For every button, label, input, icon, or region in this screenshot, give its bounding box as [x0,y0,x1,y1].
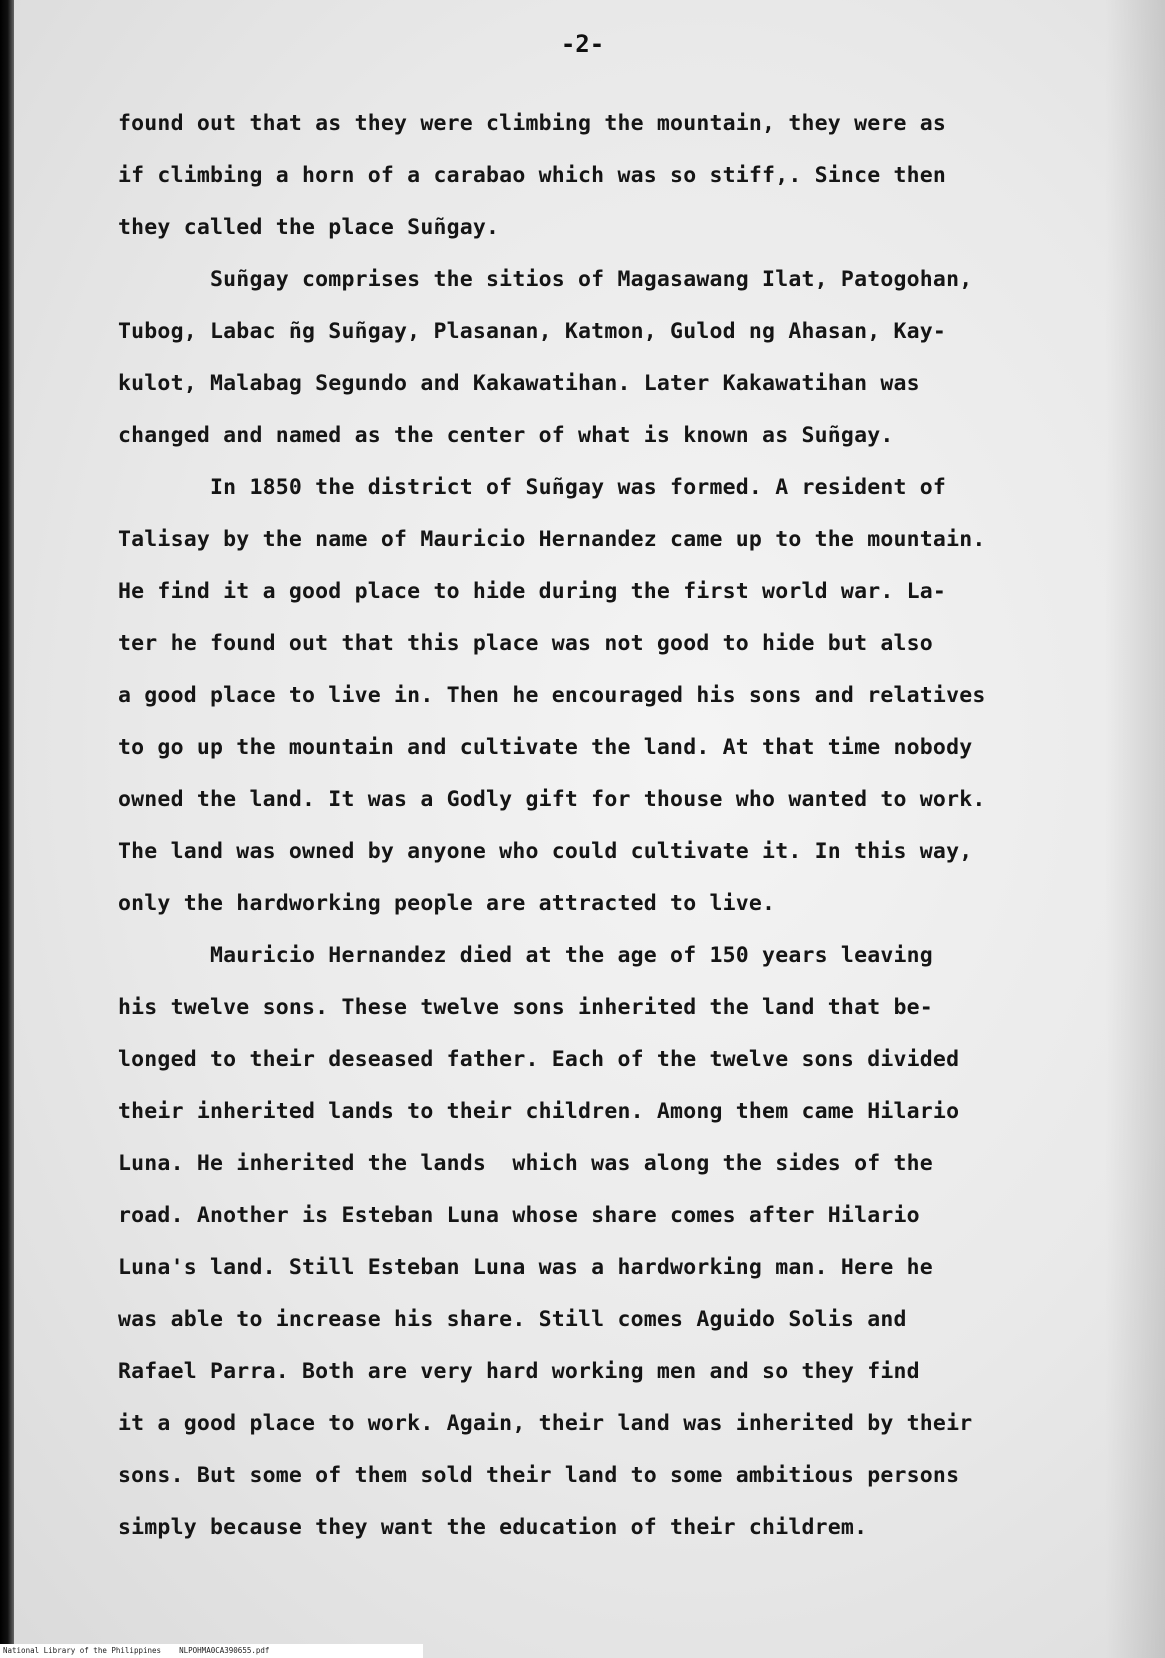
text-line: was able to increase his share. Still comes Aguido Solis and [118,1307,907,1332]
text-line: Tubog, Labac ñg Suñgay, Plasanan, Katmon, Gulod ng Ahasan, Kay- [118,319,947,344]
footer-file: NLPOHMA0CA390655.pdf [179,1646,270,1655]
text-line: sons. But some of them sold their land to some ambitious persons [118,1463,960,1488]
text-line: simply because they want the education of their childrem. [118,1515,868,1540]
text-line: Rafael Parra. Both are very hard working men and so they find [118,1359,920,1384]
text-line: Talisay by the name of Mauricio Hernandez came up to the mountain. [118,527,986,552]
page-number: -2- [560,30,605,58]
text-line: He find it a good place to hide during the first world war. La- [118,579,947,604]
text-line: only the hardworking people are attracted to live. [118,891,776,916]
text-line: they called the place Suñgay. [118,215,500,240]
text-line: longed to their deseased father. Each of the twelve sons divided [118,1047,960,1072]
text-line: Luna's land. Still Esteban Luna was a hardworking man. Here he [118,1255,933,1280]
text-line: changed and named as the center of what is known as Suñgay. [118,423,894,448]
text-line: owned the land. It was a Godly gift for thouse who wanted to work. [118,787,986,812]
text-line: if climbing a horn of a carabao which was so stiff,. Since then [118,163,947,188]
text-line: to go up the mountain and cultivate the land. At that time nobody [118,735,973,760]
text-line: Suñgay comprises the sitios of Magasawang Ilat, Patogohan, [118,267,973,292]
text-line: his twelve sons. These twelve sons inherited the land that be- [118,995,933,1020]
text-line: kulot, Malabag Segundo and Kakawatihan. Later Kakawatihan was [118,371,920,396]
text-line: it a good place to work. Again, their land was inherited by their [118,1411,973,1436]
text-line: In 1850 the district of Suñgay was formed. A resident of [118,475,947,500]
text-line: road. Another is Esteban Luna whose share comes after Hilario [118,1203,920,1228]
typewritten-body [118,98,1148,1554]
text-line: found out that as they were climbing the mountain, they were as [118,111,947,136]
text-line: Mauricio Hernandez died at the age of 150 years leaving [118,943,933,968]
footer-source: National Library of the Philippines [3,1646,162,1655]
text-line: a good place to live in. Then he encouraged his sons and relatives [118,683,986,708]
scan-footer [0,1644,423,1658]
scan-left-edge [0,0,14,1658]
text-line: Luna. He inherited the lands which was along the sides of the [118,1151,933,1176]
text-line: The land was owned by anyone who could cultivate it. In this way, [118,839,973,864]
text-line: ter he found out that this place was not good to hide but also [118,631,933,656]
text-line: their inherited lands to their children. Among them came Hilario [118,1099,960,1124]
